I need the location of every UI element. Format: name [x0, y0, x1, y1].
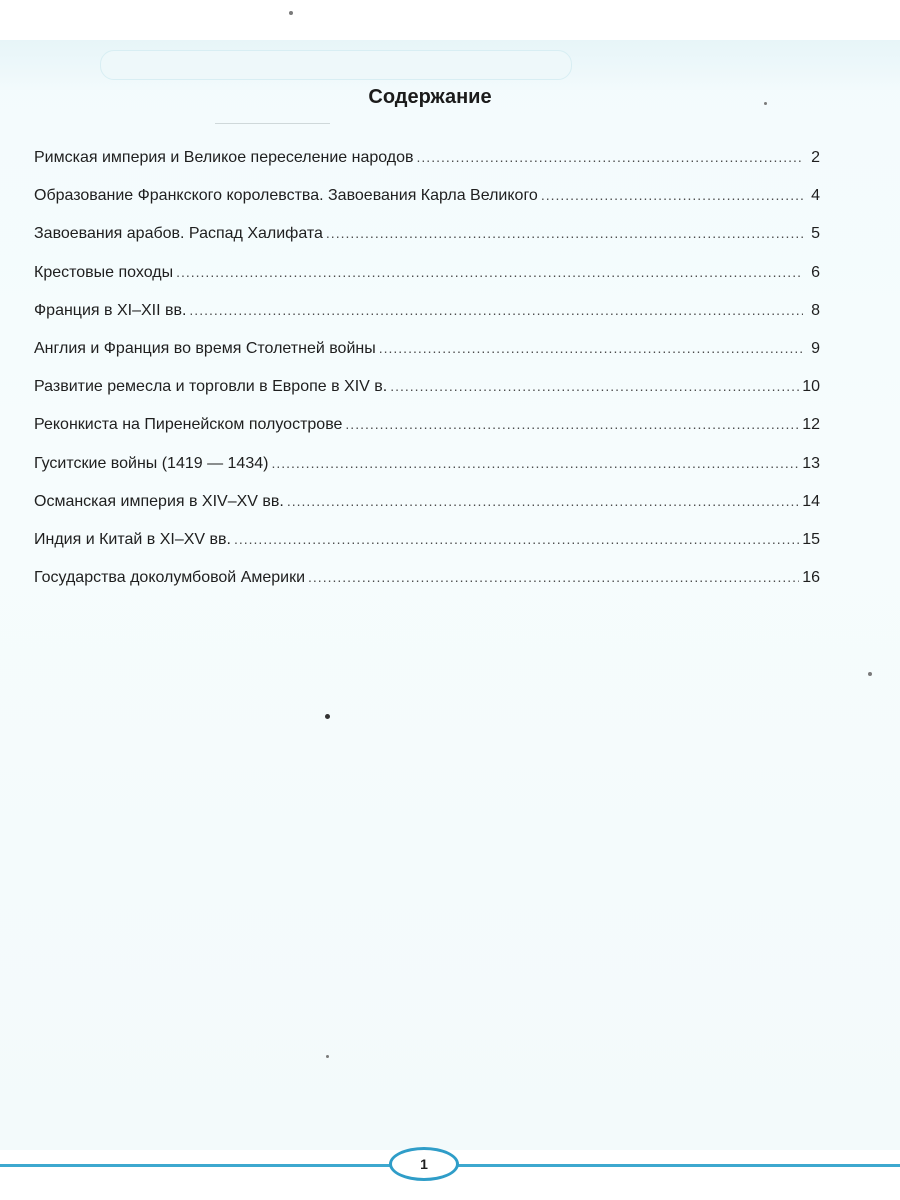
toc-entry-page: 8 [811, 301, 820, 319]
toc-entry-page: 10 [802, 378, 820, 396]
toc-entry-title: Образование Франкского королевства. Завоевания Карла Великого [34, 187, 538, 205]
page-title: Содержание [368, 86, 492, 108]
toc-entry-title: Развитие ремесла и торговли в Европе в XIV в. [34, 378, 388, 396]
toc-entry-page: 14 [802, 492, 820, 510]
background-header-pill [100, 50, 572, 80]
toc-entry-title: Османская империя в XIV–XV вв. [34, 492, 284, 510]
toc-leader-dots [287, 490, 799, 512]
table-of-contents [34, 146, 820, 604]
toc-entry[interactable] [34, 452, 820, 490]
toc-entry[interactable] [34, 222, 820, 260]
toc-entry[interactable] [34, 413, 820, 451]
toc-entry-title: Реконкиста на Пиренейском полуострове [34, 416, 343, 434]
toc-entry-title: Гуситские войны (1419 — 1434) [34, 454, 269, 472]
toc-entry[interactable] [34, 490, 820, 528]
toc-leader-dots [326, 222, 803, 244]
toc-leader-dots [234, 528, 799, 550]
page-number: 1 [420, 1156, 428, 1172]
toc-entry-page: 12 [802, 416, 820, 434]
toc-entry-title: Римская империя и Великое переселение народов [34, 149, 414, 166]
page-number-badge [389, 1147, 459, 1181]
toc-entry[interactable] [34, 528, 820, 566]
print-speck [764, 102, 767, 105]
toc-leader-dots [379, 337, 803, 359]
toc-entry[interactable] [34, 261, 820, 299]
print-speck [289, 11, 293, 15]
print-speck [868, 672, 872, 676]
toc-entry[interactable] [34, 299, 820, 337]
toc-entry-page: 2 [811, 149, 820, 166]
toc-entry-title: Завоевания арабов. Распад Халифата [34, 225, 323, 243]
toc-leader-dots [176, 261, 803, 283]
toc-entry-page: 6 [811, 263, 820, 281]
toc-leader-dots [308, 566, 799, 588]
print-speck [326, 1055, 329, 1058]
toc-entry[interactable] [34, 146, 820, 184]
toc-entry-page: 16 [802, 569, 820, 587]
toc-entry-title: Англия и Франция во время Столетней войны [34, 339, 376, 357]
toc-entry-title: Государства доколумбовой Америки [34, 569, 306, 587]
toc-entry-page: 13 [802, 454, 820, 472]
toc-leader-dots [417, 146, 803, 168]
title-underline [215, 123, 330, 124]
toc-entry-page: 15 [802, 530, 820, 548]
print-speck [325, 714, 330, 719]
toc-entry-title: Франция в XI–XII вв. [34, 301, 187, 319]
toc-leader-dots [271, 452, 799, 474]
toc-entry-title: Крестовые походы [34, 263, 174, 281]
toc-entry[interactable] [34, 337, 820, 375]
toc-leader-dots [189, 299, 803, 321]
toc-entry-page: 5 [811, 225, 820, 243]
toc-leader-dots [541, 184, 803, 206]
toc-entry-page: 9 [811, 339, 820, 357]
toc-entry[interactable] [34, 375, 820, 413]
toc-leader-dots [390, 375, 799, 397]
toc-leader-dots [345, 413, 799, 435]
toc-entry-title: Индия и Китай в XI–XV вв. [34, 530, 231, 548]
toc-entry[interactable] [34, 566, 820, 604]
toc-entry[interactable] [34, 184, 820, 222]
toc-entry-page: 4 [811, 187, 820, 205]
